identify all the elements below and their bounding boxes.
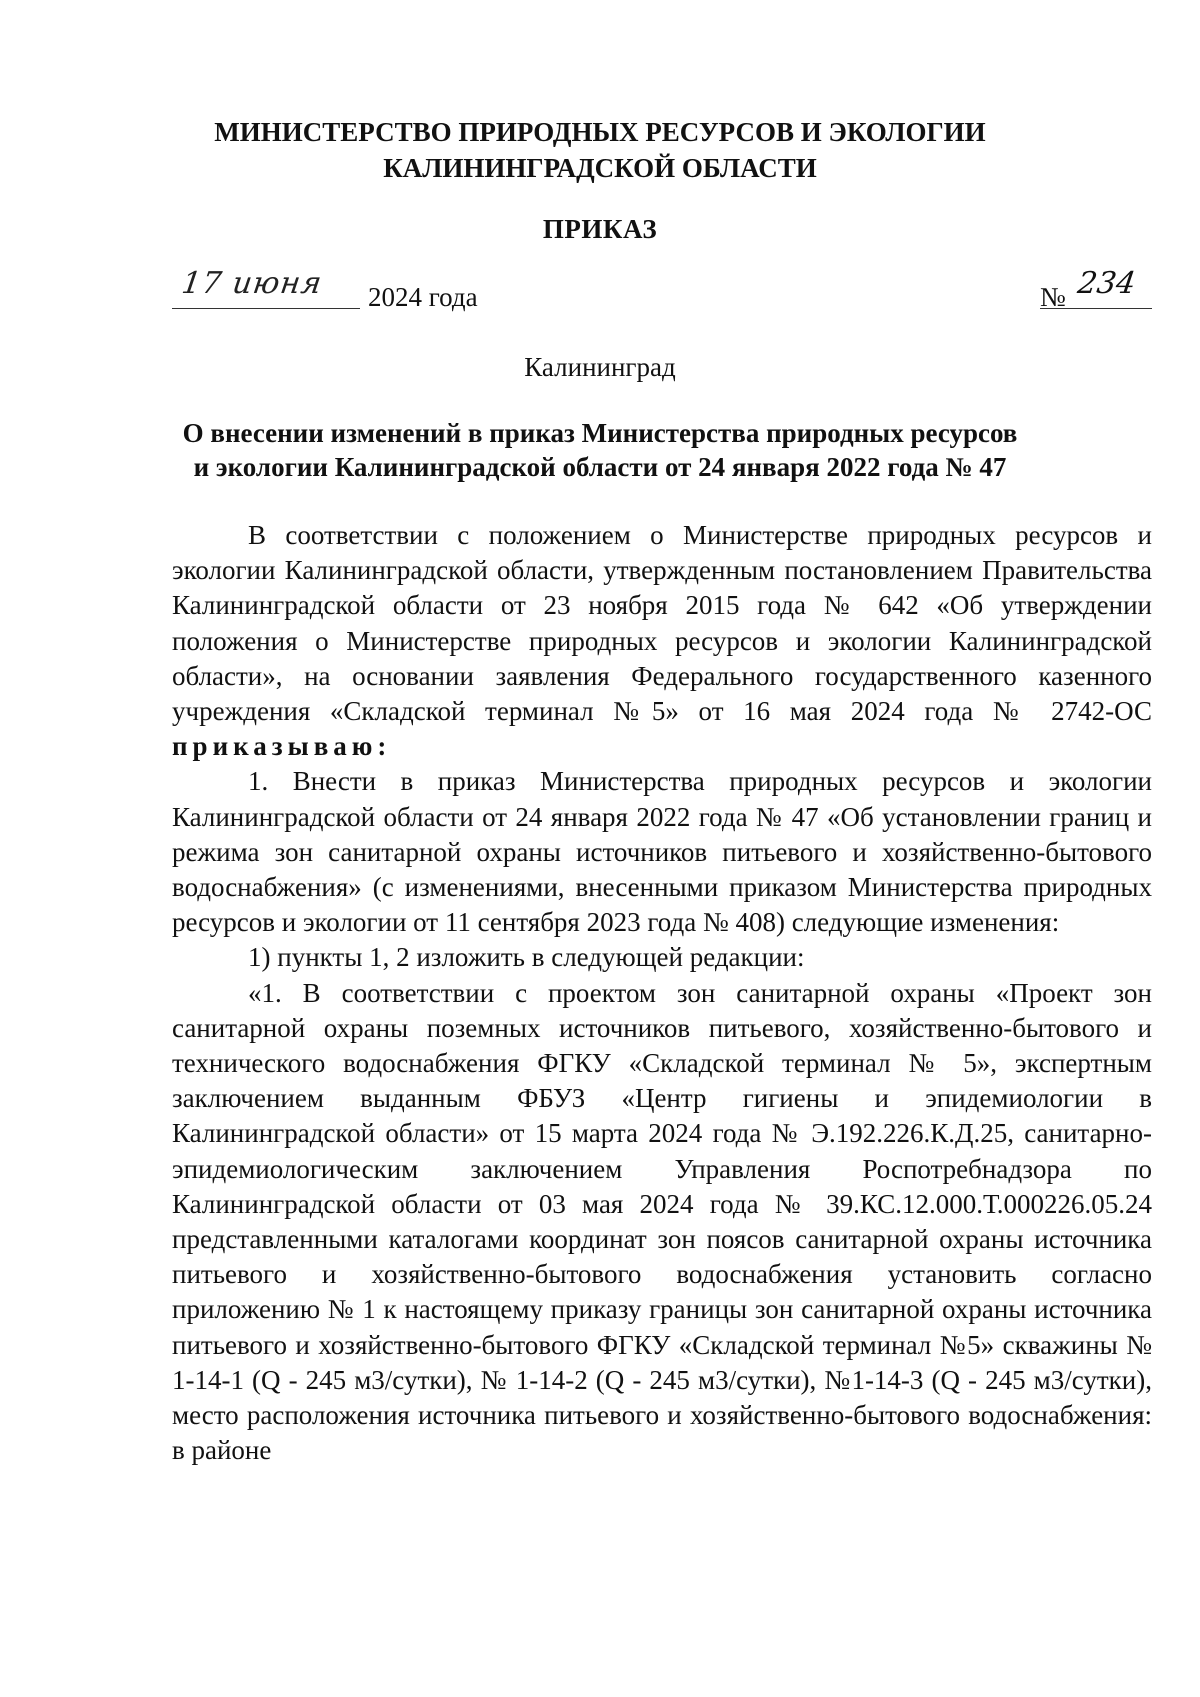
body-paragraph-preamble bbox=[172, 518, 1152, 764]
ministry-line-2: КАЛИНИНГРАДСКОЙ ОБЛАСТИ bbox=[383, 153, 817, 183]
ministry-line-1: МИНИСТЕРСТВО ПРИРОДНЫХ РЕСУРСОВ И ЭКОЛОГИИ bbox=[214, 117, 986, 147]
order-number-field bbox=[1040, 266, 1152, 312]
order-title: ПРИКАЗ bbox=[542, 214, 658, 244]
order-subject bbox=[0, 416, 1200, 484]
body-paragraph-new-edition: «1. В соответствии с проектом зон санитарной охраны «Проект зон санитарной охраны поземных источников питьевого, хозяйственно-бытового и технического водоснабжения ФГКУ «Складской терминал № 5», экспертным заключением выданным ФБУЗ «Центр гигиены и эпидемиологии в Калининградской области» от 15 марта 2024 года № Э.192.226.К.Д.25, санитарно-эпидемиологическим заключением Управления Роспотребнадзора по Калининградской области от 03 мая 2024 года № 39.КС.12.000.Т.000226.05.24 представленными каталогами координат зон поясов санитарной охраны источника питьевого и хозяйственно-бытового водоснабжения установить согласно приложению № 1 к настоящему приказу границы зон санитарной охраны источника питьевого и хозяйственно-бытового ФГКУ «Складской терминал №5» скважины № 1-14-1 (Q - 245 м3/сутки), № 1-14-2 (Q - 245 м3/сутки), №1-14-3 (Q - 245 м3/сутки), место расположения источника питьевого и хозяйственно-бытового водоснабжения: в районе bbox=[172, 977, 1152, 1466]
body-paragraph-subitem-1: 1) пункты 1, 2 изложить в следующей редакции: bbox=[248, 942, 805, 973]
order-verb: приказываю: bbox=[172, 731, 392, 762]
subject-line-2: и экологии Калининградской области от 24 января 2022 года № 47 bbox=[193, 452, 1007, 482]
year-text: 2024 года bbox=[368, 282, 478, 312]
handwritten-number: 234 bbox=[1075, 266, 1138, 301]
date-number-row bbox=[172, 266, 1152, 316]
preamble-text: В соответствии с положением о Министерстве природных ресурсов и экологии Калининградской области, утвержденным постановлением Правительства Калининградской области от 23 ноября 2015 года № 642 «Об утверждении положения о Министерстве природных ресурсов и экологии Калининградской области», на основании заявления Федерального государственного казенного учреждения «Складской терминал №5» от 16 мая 2024 года № 2742-ОС bbox=[172, 520, 1152, 727]
subject-line-1: О внесении изменений в приказ Министерства природных ресурсов bbox=[182, 418, 1018, 448]
ministry-header bbox=[0, 114, 1200, 186]
date-field bbox=[172, 266, 360, 309]
order-body bbox=[172, 518, 1152, 1468]
body-paragraph-item-1: 1. Внести в приказ Министерства природных ресурсов и экологии Калининградской области от 24 января 2022 года № 47 «Об установлении границ и режима зон санитарной охраны источников питьевого и хозяйственно-бытового водоснабжения» (с изменениями, внесенными приказом Министерства природных ресурсов и экологии от 11 сентября 2023 года № 408) следующие изменения: bbox=[172, 766, 1152, 938]
city: Калининград bbox=[524, 352, 676, 382]
number-sign: № bbox=[1040, 282, 1066, 312]
handwritten-date: 17 июня bbox=[179, 266, 325, 301]
